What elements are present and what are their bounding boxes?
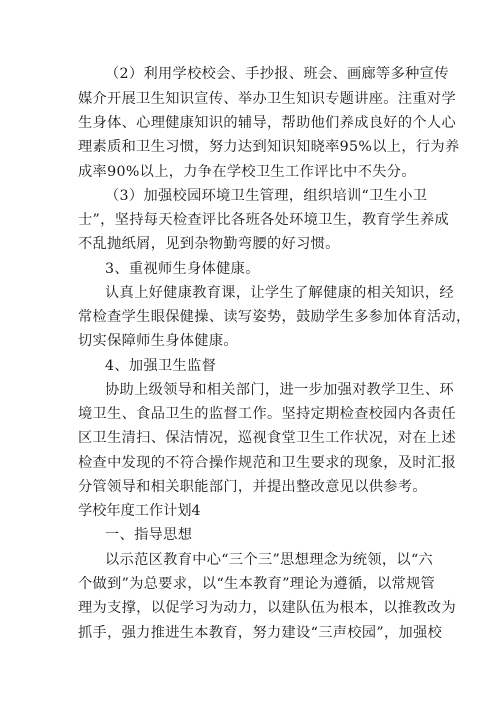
paragraph-line: 区卫生清扫、保洁情况，巡视食堂卫生工作状况，对在上述 — [78, 430, 456, 446]
paragraph-line: 检查中发现的不符合操作规范和卫生要求的现象，及时汇报 — [78, 455, 456, 471]
paragraph-line: 分管领导和相关职能部门，并提出整改意见以供参考。 — [78, 479, 427, 495]
paragraph-line: 理素质和卫生习惯，努力达到知识知晓率95%以上，行为养 — [78, 139, 460, 155]
paragraph-line: 抓手，强力推进生本教育，努力建设“三声校园”，加强校 — [78, 625, 443, 641]
paragraph-line: 切实保障师生身体健康。 — [78, 333, 238, 349]
document-title: 学校年度工作计划4 — [78, 503, 201, 519]
paragraph-line: 生身体、心理健康知识的辅导，帮助他们养成良好的个人心 — [78, 115, 456, 131]
paragraph-line: 不乱抛纸屑，见到杂物勤弯腰的好习惯。 — [78, 236, 340, 252]
paragraph-line: 境卫生、食品卫生的监督工作。坚持定期检查校园内各责任 — [78, 406, 456, 422]
paragraph-line: （2）利用学校校会、手抄报、班会、画廊等多种宣传 — [105, 66, 449, 82]
paragraph-line: 常检查学生眼保健操、读写姿势，鼓励学生多参加体育活动， — [78, 309, 471, 325]
paragraph-line: 个做到”为总要求，以“生本教育”理论为遵循，以常规管 — [78, 576, 436, 592]
paragraph-line: （3）加强校园环境卫生管理，组织培训“卫生小卫 — [105, 188, 428, 204]
paragraph-line: 士”，坚持每天检查评比各班各处环境卫生，教育学生养成 — [78, 212, 450, 228]
section-heading: 一、指导思想 — [105, 527, 193, 543]
paragraph-line: 认真上好健康教育课，让学生了解健康的相关知识，经 — [105, 285, 454, 301]
section-heading: 3、重视师生身体健康。 — [105, 261, 260, 277]
paragraph-line: 媒介开展卫生知识宣传、举办卫生知识专题讲座。注重对学 — [78, 91, 456, 107]
paragraph-line: 以示范区教育中心“三个三”思想理念为统领，以“六 — [105, 552, 434, 568]
paragraph-line: 协助上级领导和相关部门，进一步加强对教学卫生、环 — [105, 382, 454, 398]
paragraph-line: 理为支撑，以促学习为动力，以建队伍为根本，以推教改为 — [78, 600, 456, 616]
paragraph-line: 成率90%以上，力争在学校卫生工作评比中不失分。 — [78, 164, 416, 180]
section-heading: 4、加强卫生监督 — [105, 358, 217, 374]
